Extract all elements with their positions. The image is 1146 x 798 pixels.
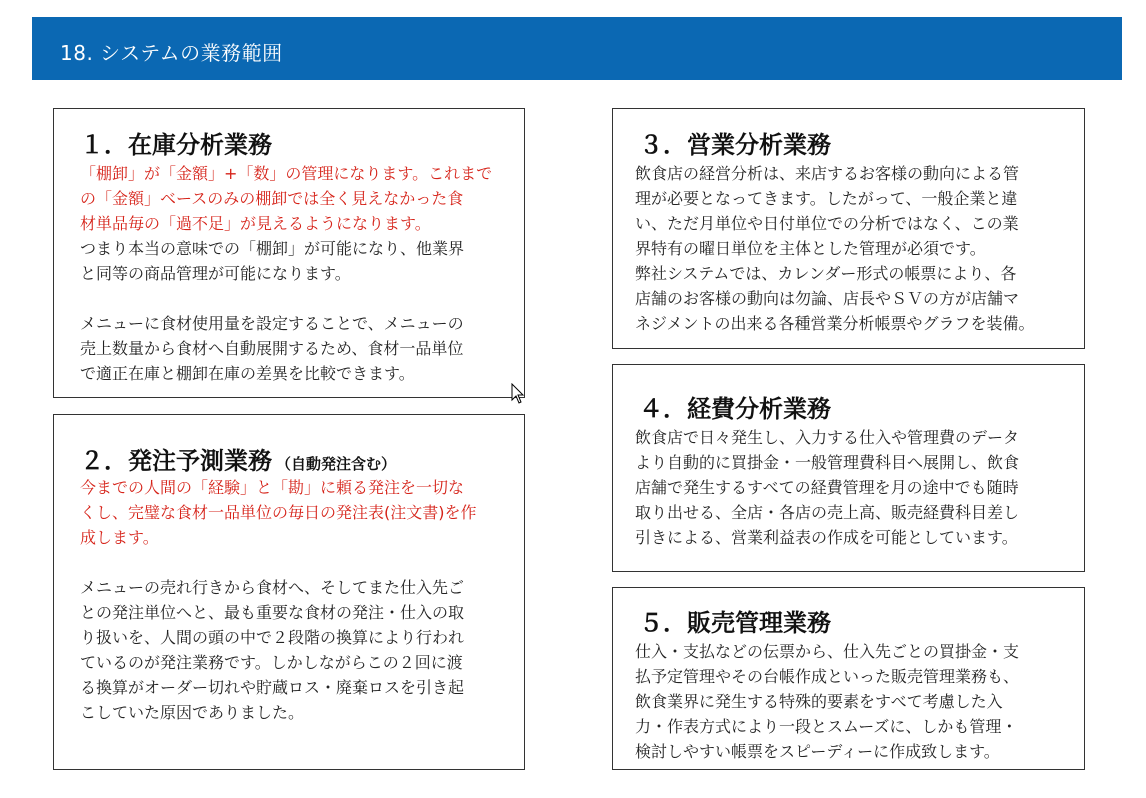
- section-title: ５．販売管理業務: [639, 609, 831, 637]
- section-title-note: （自動発注含む）: [276, 455, 397, 473]
- section-body-text: 飲食店で日々発生し、入力する仕入や管理費のデータ より自動的に買掛金・一般管理費科目へ展開し、飲食 店舗で発生するすべての経費管理を月の途中でも随時 取り出せる、全店・各店の売上高、販売経費科目差し 引きによる、営業利益表の作成を可能としています。: [635, 428, 1020, 547]
- mouse-pointer-icon: [511, 383, 525, 405]
- section-title: １．在庫分析業務: [80, 131, 272, 159]
- section-body-text: 仕入・支払などの伝票から、仕入先ごとの買掛金・支 払予定管理やその台帳作成といった販売管理業務も、 飲食業界に発生する特殊的要素をすべて考慮した入 力・作表方式により一段とスムーズに、しかも管理・ 検討しやすい帳票をスピーディーに作成致します。: [635, 642, 1020, 761]
- page-header: [32, 17, 1122, 80]
- section-title: ３．営業分析業務: [639, 131, 831, 159]
- section-body-text: 飲食店の経営分析は、来店するお客様の動向による管 理が必要となってきます。したがって、一般企業と違 い、ただ月単位や日付単位での分析ではなく、この業 界特有の曜日単位を主体とした管理が必須です。 弊社システムでは、カレンダー形式の帳票により、各 店舗のお客様の動向は勿論、店長やＳＶの方が店舗マ ネジメントの出来る各種営業分析帳票やグラフを装備。: [635, 164, 1035, 333]
- section-highlight-text: 「棚卸」が「金額」+「数」の管理になります。これまで の「金額」ベースのみの棚卸では全く見えなかった食 材単品毎の「過不足」が見えるようになります。: [80, 164, 493, 233]
- section-inventory-analysis: [53, 108, 525, 398]
- section-body-text-2: メニューに食材使用量を設定することで、メニューの 売上数量から食材へ自動展開するため、食材一品単位 で適正在庫と棚卸在庫の差異を比較できます。: [80, 314, 464, 383]
- section-expense-analysis: [612, 364, 1085, 572]
- section-body-text: つまり本当の意味での「棚卸」が可能になり、他業界 と同等の商品管理が可能になります。: [80, 239, 465, 283]
- section-title: [80, 441, 396, 476]
- section-sales-analysis: [612, 108, 1085, 349]
- section-body-text: メニューの売れ行きから食材へ、そしてまた仕入先ご との発注単位へと、最も重要な食材の発注・仕入の取 り扱いを、人間の頭の中で２段階の換算により行われ ているのが発注業務です。しかしながらこの２回に渡 る換算がオーダー切れや貯蔵ロス・廃棄ロスを引き起 こしていた原因でありました。: [80, 578, 465, 722]
- section-title: ４．経費分析業務: [639, 395, 831, 423]
- section-title-main: ２．発注予測業務: [80, 447, 272, 475]
- page-title: 18. システムの業務範囲: [60, 41, 283, 65]
- section-highlight-text: 今までの人間の「経験」と「勘」に頼る発注を一切な くし、完璧な食材一品単位の毎日の発注表(注文書)を作 成します。: [80, 478, 477, 547]
- section-sales-management: [612, 587, 1085, 770]
- section-order-forecast: [53, 414, 525, 770]
